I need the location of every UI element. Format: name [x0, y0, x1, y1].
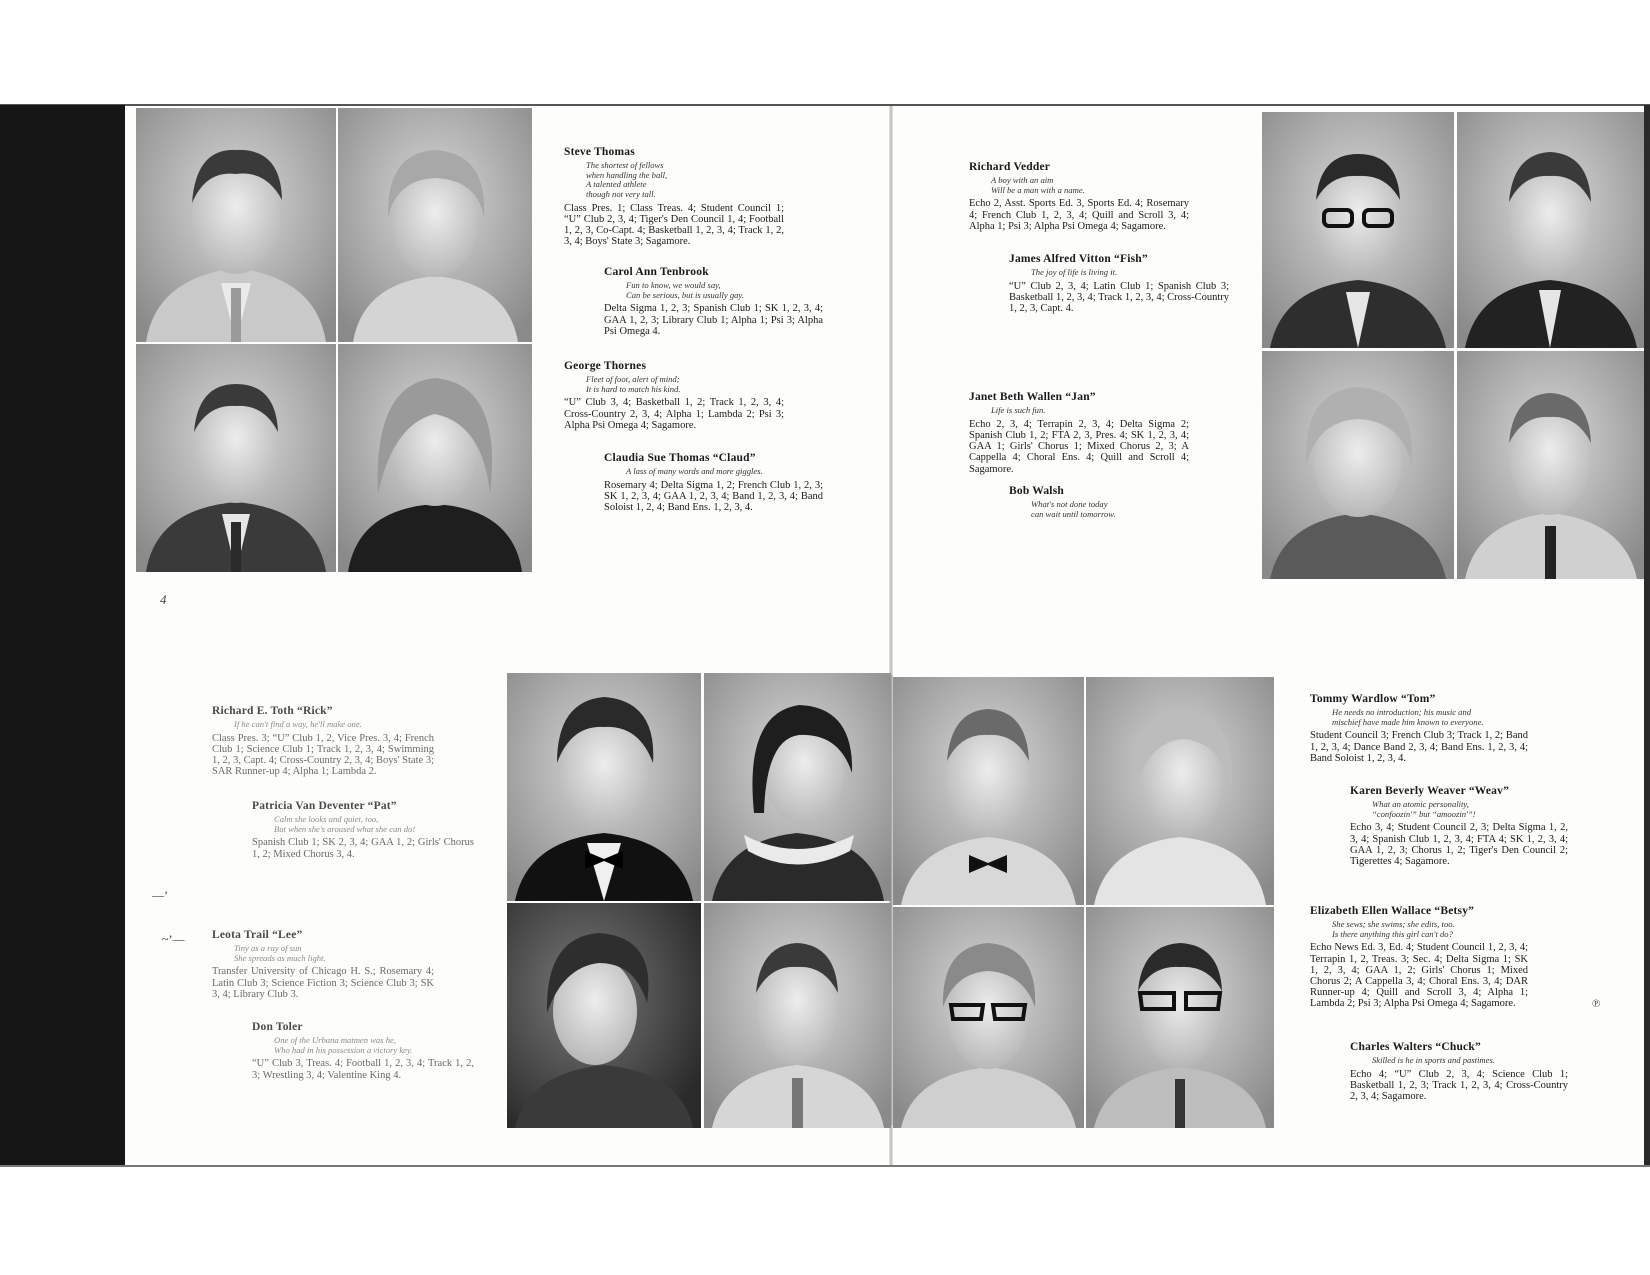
entry-tommy-wardlow [1310, 694, 1528, 764]
entry-janet-wallen [969, 392, 1189, 475]
portrait-elizabeth-wallace [893, 907, 1084, 1128]
student-name: Richard E. Toth “Rick” [212, 705, 333, 717]
portrait-george-thornes [136, 344, 336, 572]
student-name: Karen Beverly Weaver “Weav” [1350, 785, 1510, 797]
entry-charles-walters [1350, 1042, 1568, 1102]
student-quote: One of the Urbana matmen was he, Who had in his possession a victory key. [274, 1035, 413, 1055]
student-activities: “U” Club 3, Treas. 4; Football 1, 2, 3, 4; Track 1, 2, 3; Wrestling 3, 4; Valentine King 4. [252, 1058, 474, 1081]
student-quote: What an atomic personality, “confoozin'” but “amoozin'”! [1372, 799, 1476, 819]
entry-bob-walsh [1009, 486, 1219, 522]
student-activities: Echo 2, Asst. Sports Ed. 3, Sports Ed. 4; Rosemary 4; French Club 1, 2, 3, 4; Quill and Scroll 3, 4; Alpha 1; Psi 3; Alpha Psi Omega 4; Sagamore. [969, 198, 1189, 232]
student-quote: Calm she looks and quiet, too, But when she's aroused what she can do! [274, 814, 416, 834]
portrait-patricia-vandeventer [704, 673, 891, 901]
student-quote: The joy of life is living it. [1031, 267, 1118, 278]
student-name: Janet Beth Wallen “Jan” [969, 391, 1096, 403]
entry-claudia-thomas [604, 453, 823, 513]
portrait-janet-wallen [1262, 351, 1454, 579]
portrait-tommy-wardlow [893, 677, 1084, 905]
page-number: 4 [160, 592, 167, 607]
entry-don-toler [252, 1022, 474, 1081]
entry-steve-thomas [564, 147, 784, 247]
portrait-don-toler [704, 903, 891, 1128]
portrait-richard-toth [507, 673, 701, 901]
student-name: Don Toler [252, 1021, 303, 1033]
entry-carol-tenbrook [604, 267, 823, 337]
portrait-claudia-thomas [338, 344, 532, 572]
entry-james-vitton [1009, 254, 1229, 314]
student-name: Charles Walters “Chuck” [1350, 1041, 1481, 1053]
student-quote: What's not done today can wait until tomorrow. [1031, 499, 1116, 519]
student-name: Richard Vedder [969, 161, 1051, 173]
portrait-carol-tenbrook [338, 108, 532, 342]
ink-smudge: ~’— [162, 932, 185, 946]
student-activities: “U” Club 3, 4; Basketball 1, 2; Track 1, 2, 3, 4; Cross-Country 2, 3, 4; Alpha 1; Lambda 2; Psi 3; Alpha Psi Omega 4; Sagamore. [564, 397, 784, 431]
portrait-james-vitton [1457, 112, 1644, 348]
entry-elizabeth-wallace [1310, 906, 1528, 1010]
portrait-karen-weaver [1086, 677, 1274, 905]
student-name: Tommy Wardlow “Tom” [1310, 693, 1436, 705]
ink-smudge: —’ [152, 888, 168, 902]
student-name: Bob Walsh [1009, 485, 1064, 497]
student-name: James Alfred Vitton “Fish” [1009, 253, 1148, 265]
student-name: Carol Ann Tenbrook [604, 266, 709, 278]
student-activities: Echo 2, 3, 4; Terrapin 2, 3, 4; Delta Sigma 2; Spanish Club 1, 2; FTA 2, 3, Pres. 4; SK 1, 2, 3, 4; GAA 1; Girls' Chorus 1; Mixed Chorus 2, 3; A Cappella 4; Choral Ens. 4; Quill and Scroll 4; Sagamore. [969, 418, 1189, 475]
student-activities: Delta Sigma 1, 2, 3; Spanish Club 1; SK 1, 2, 3, 4; GAA 1, 2, 3; Library Club 1; Alpha 1; Psi 3; Alpha Psi Omega 4. [604, 303, 823, 337]
student-activities: Rosemary 4; Delta Sigma 1, 2; French Club 1, 2, 3; SK 1, 2, 3, 4; GAA 1, 2, 3, 4; Band 1, 2, 3, 4; Band Soloist 1, 2, 4; Band Ens. 1, 2, 3, 4. [604, 479, 823, 514]
student-activities: Echo News Ed. 3, Ed. 4; Student Council 1, 2, 3, 4; Terrapin 1, 2, Treas. 3; Sec. 4; Delta Sigma 1; SK 1, 2, 3, 4; GAA 1, 2; Girls' Chorus 1; Mixed Chorus 2; A Cappella 3, 4; Choral Ens. 3, 4; DAR Runner-up 4; Quill and Scroll 3, 4; Alpha 1; Lambda 2; Psi 3; Alpha Psi Omega 4; Sagamore. [1310, 942, 1528, 1010]
student-name: Leota Trail “Lee” [212, 929, 303, 941]
portrait-charles-walters [1086, 907, 1274, 1128]
student-quote: The shortest of fellows when handling the ball, A talented athlete though not very tall. [586, 160, 668, 199]
student-quote: Fun to know, we would say, Can be serious, but is usually gay. [626, 280, 744, 300]
student-activities: Spanish Club 1; SK 2, 3, 4; GAA 1, 2; Girls' Chorus 1, 2; Mixed Chorus 3, 4. [252, 837, 474, 860]
student-activities: “U” Club 2, 3, 4; Latin Club 1; Spanish Club 3; Basketball 1, 2, 3, 4; Track 1, 2, 3, 4; Cross-Country 1, 2, 3, Capt. 4. [1009, 280, 1229, 315]
entry-patricia-vandeventer [252, 801, 474, 860]
portrait-bob-walsh [1457, 351, 1644, 579]
entry-richard-vedder [969, 162, 1189, 232]
portrait-leota-trail [507, 903, 701, 1128]
ink-smudge: ℗ [1592, 998, 1601, 1010]
entry-richard-toth [212, 706, 434, 778]
portrait-richard-vedder [1262, 112, 1454, 348]
student-activities: Class Pres. 3; “U” Club 1, 2, Vice Pres. 3, 4; French Club 1; Science Club 1; Track 1, 2, 3, 4; Swimming 1, 2, 3, Capt. 4; Cross-Country 2, 3, 4; Boys' State 3; SAR Runner-up 4; Alpha 1; Lambda 2. [212, 732, 434, 778]
entry-karen-weaver [1350, 786, 1568, 867]
scan-dark-border-left [0, 105, 125, 1167]
scan-dark-border-right [1644, 105, 1650, 1167]
book-bottom-edge [0, 1165, 1650, 1167]
entry-george-thornes [564, 361, 784, 431]
student-activities: Class Pres. 1; Class Treas. 4; Student Council 1; “U” Club 2, 3, 4; Tiger's Den Council 1, 4; Football 1, 2, 3, Co-Capt. 4; Basketball 1, 2, 3, 4; Track 1, 2, 3, 4; Boys' State 3; Sagamore. [564, 202, 784, 248]
student-name: Claudia Sue Thomas “Claud” [604, 452, 756, 464]
student-quote: Life is such fun. [991, 405, 1046, 416]
student-activities: Transfer University of Chicago H. S.; Rosemary 4; Latin Club 3; Science Fiction 3; Science Club 3; SK 3, 4; Library Club 3. [212, 966, 434, 1000]
student-quote: She sews; she swims; she edits, too. Is there anything this girl can't do? [1332, 919, 1455, 939]
student-name: Elizabeth Ellen Wallace “Betsy” [1310, 905, 1475, 917]
student-quote: A lass of many words and more giggles. [626, 466, 763, 477]
student-name: George Thornes [564, 360, 647, 372]
student-quote: Skilled is he in sports and pastimes. [1372, 1055, 1495, 1066]
student-name: Patricia Van Deventer “Pat” [252, 800, 397, 812]
student-activities: Echo 3, 4; Student Council 2, 3; Delta Sigma 1, 2, 3, 4; Spanish Club 1, 2, 3, 4; FTA 4; SK 1, 2, 3, 4; GAA 1, 2, 3; Chorus 1, 2; Tiger's Den Council 2; Tigerettes 4; Sagamore. [1350, 822, 1568, 867]
portrait-steve-thomas [136, 108, 336, 342]
student-quote: Fleet of foot, alert of mind; It is hard to match his kind. [586, 374, 681, 394]
student-activities: Student Council 3; French Club 3; Track 1, 2; Band 1, 2, 3, 4; Dance Band 2, 3, 4; Band Ens. 1, 2, 3, 4; Band Soloist 1, 2, 3, 4. [1310, 730, 1528, 764]
student-name: Steve Thomas [564, 146, 635, 158]
student-quote: He needs no introduction; his music and mischief have made him known to everyone. [1332, 707, 1484, 727]
student-quote: A boy with an aim Will be a man with a name. [991, 175, 1085, 195]
student-quote: Tiny as a ray of sun She spreads as much light. [234, 943, 326, 963]
student-activities: Echo 4; “U” Club 2, 3, 4; Science Club 1; Basketball 1, 2, 3; Track 1, 2, 3, 4; Cross-Country 2, 3, 4; Sagamore. [1350, 1068, 1568, 1103]
entry-leota-trail [212, 930, 434, 1000]
student-quote: If he can't find a way, he'll make one. [234, 719, 362, 730]
